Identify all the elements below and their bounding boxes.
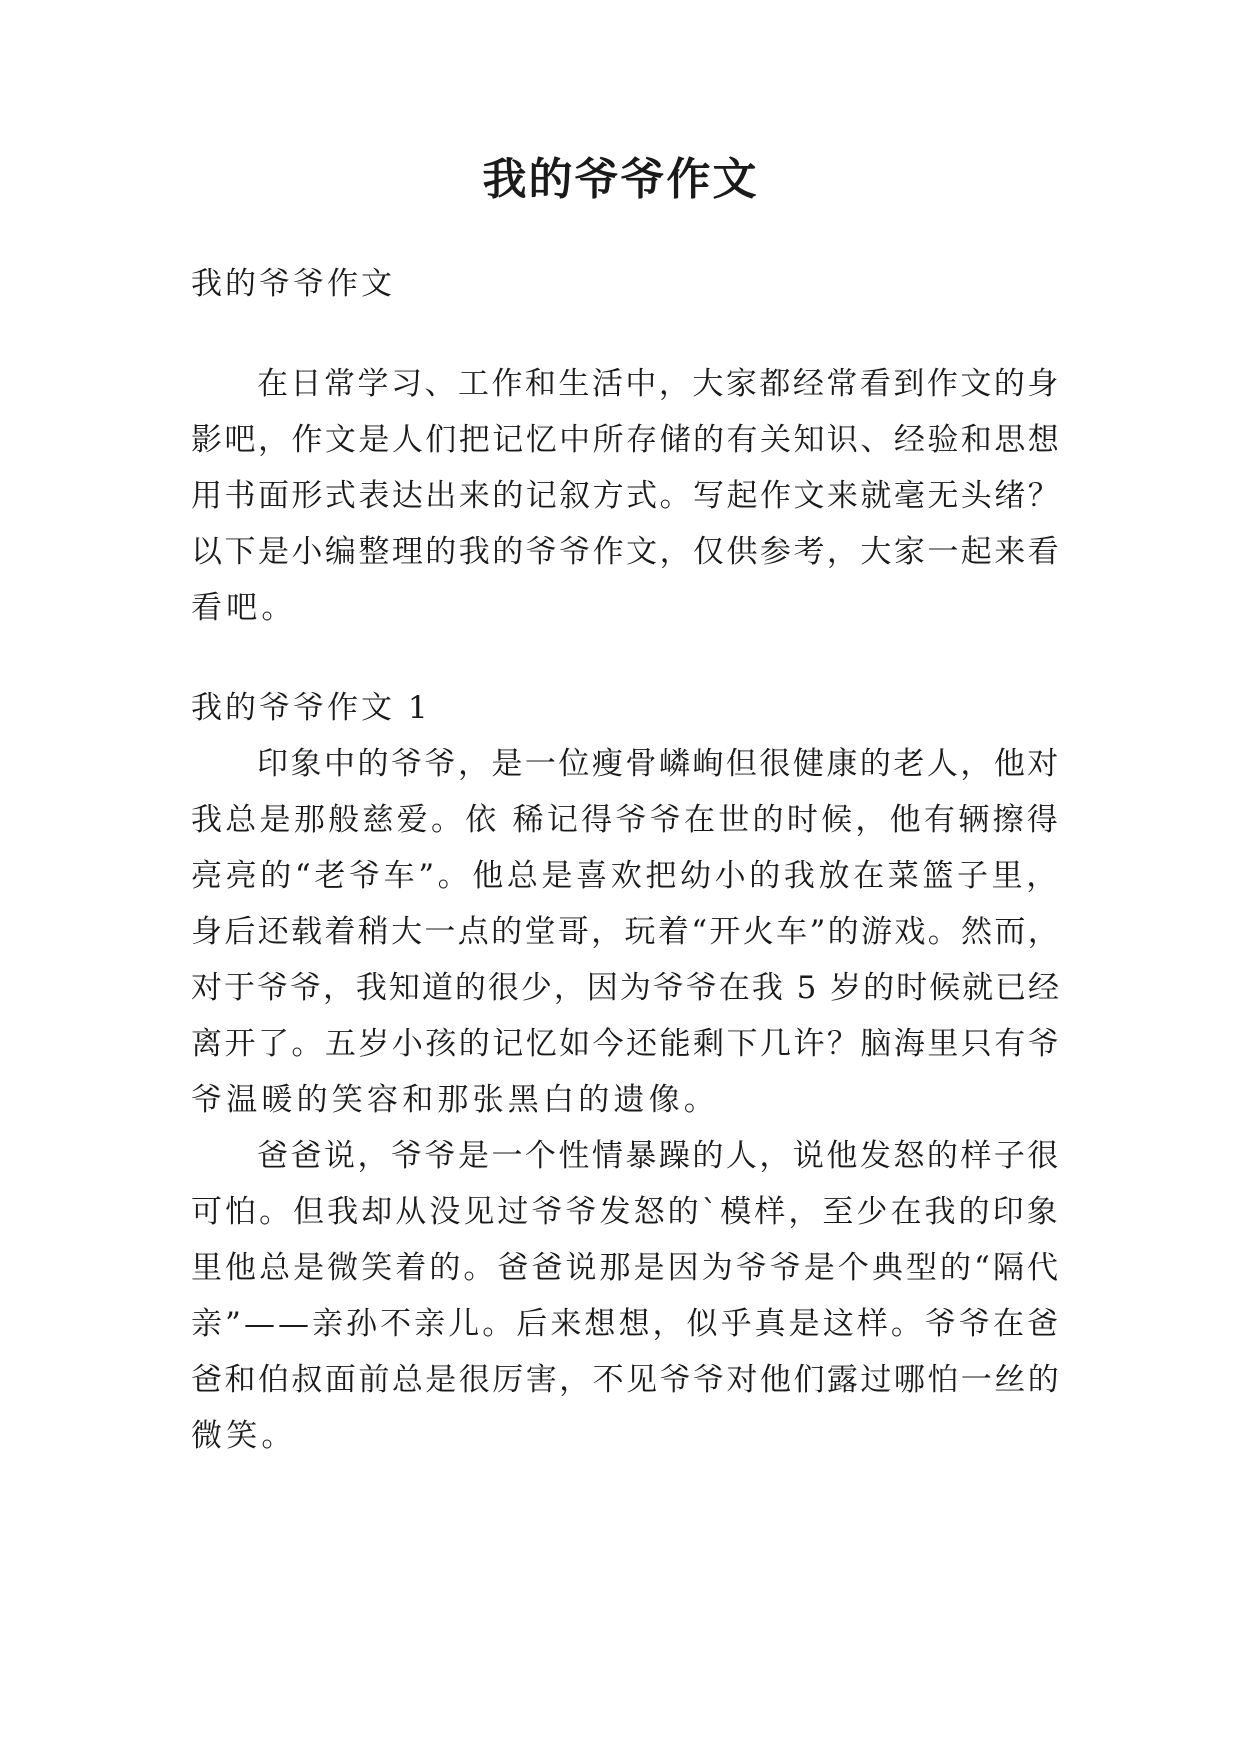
intro-line: 看吧。 [191,590,297,626]
paragraph-line: 爸和伯叔面前总是很厉害，不见爷爷对他们露过哪怕一丝的 [191,1362,1062,1398]
paragraph-line: 爷温暖的笑容和那张黑白的遗像。 [191,1082,719,1118]
intro-line: 用书面形式表达出来的记叙方式。写起作文来就毫无头绪？ [191,478,1062,514]
paragraph-line: 里他总是微笑着的。爸爸说那是因为爷爷是个典型的“隔代 [191,1250,1062,1286]
paragraph-line: 可怕。但我却从没见过爷爷发怒的`模样，至少在我的印象 [191,1194,1061,1230]
intro-line: 以下是小编整理的我的爷爷作文，仅供参考，大家一起来看 [191,534,1062,570]
intro-line: 影吧，作文是人们把记忆中所存储的有关知识、经验和思想 [191,422,1062,458]
paragraph-line: 亲”——亲孙不亲儿。后来想想，似乎真是这样。爷爷在爸 [191,1306,1062,1342]
paragraph-line: 身后还载着稍大一点的堂哥，玩着“开火车”的游戏。然而， [191,914,1062,950]
paragraph-line: 印象中的爷爷，是一位瘦骨嶙峋但很健康的老人，他对 [257,746,1061,782]
paragraph-line: 离开了。五岁小孩的记忆如今还能剩下几许？脑海里只有爷 [191,1026,1062,1062]
document-title: 我的爷爷作文 [482,154,759,205]
paragraph-line: 微笑。 [191,1418,297,1454]
paragraph-line: 爸爸说，爷爷是一个性情暴躁的人，说他发怒的样子很 [257,1138,1061,1174]
paragraph-line: 对于爷爷，我知道的很少，因为爷爷在我 5 岁的时候就已经 [191,970,1062,1006]
section-heading: 我的爷爷作文 1 [191,690,431,726]
paragraph-line: 我总是那般慈爱。依 稀记得爷爷在世的时候，他有辆擦得 [191,802,1062,838]
intro-line: 在日常学习、工作和生活中，大家都经常看到作文的身 [257,366,1061,402]
paragraph-line: 亮亮的“老爷车”。他总是喜欢把幼小的我放在菜篮子里， [191,858,1061,894]
subtitle: 我的爷爷作文 [191,266,395,302]
